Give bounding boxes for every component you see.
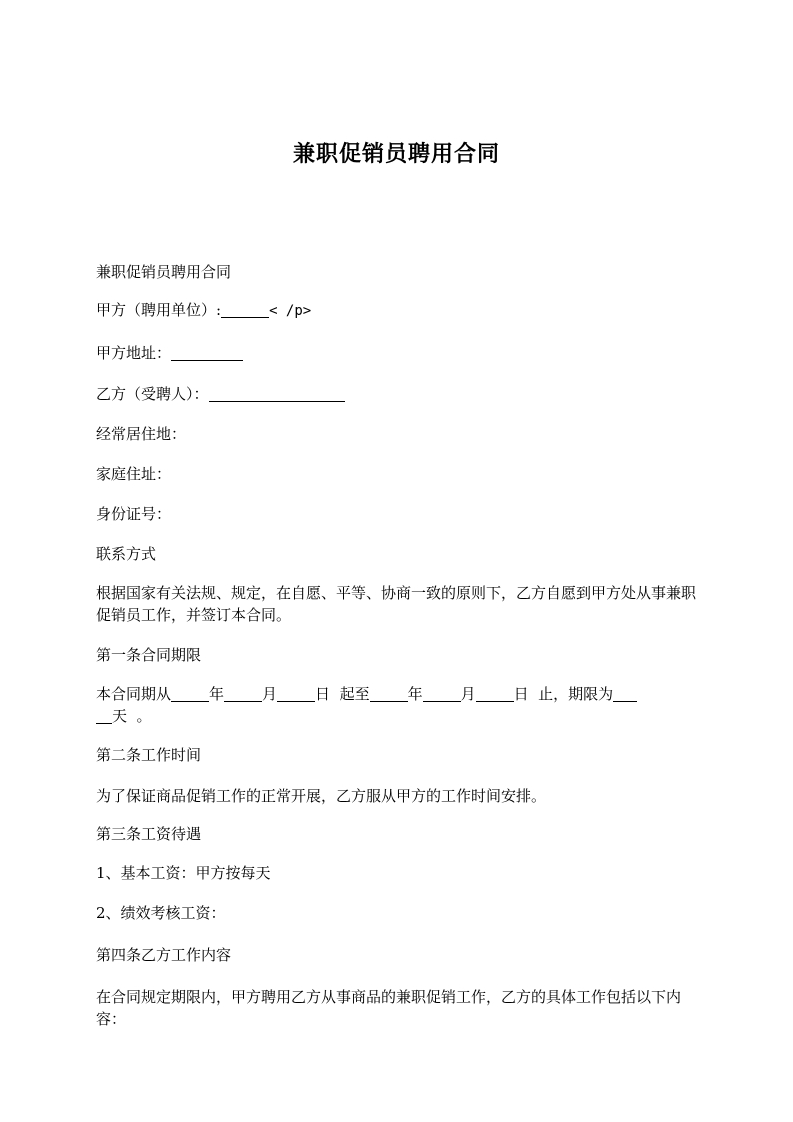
article-1-part: 月 (460, 685, 476, 703)
contact-line: 联系方式 (96, 545, 157, 563)
article-1-text-line2 (96, 705, 701, 727)
id-number-line: 身份证号： (96, 505, 172, 523)
article-1-part: 日 起至 (315, 685, 370, 703)
term-blank-part2 (96, 707, 112, 724)
article-1-part: 年 (407, 685, 423, 703)
intro-paragraph: 根据国家有关法规、规定，在自愿、平等、协商一致的原则下，乙方自愿到甲方处从事兼职促销员工作，并签订本合同。 (96, 584, 697, 624)
article-1-part: 日 止，期限为 (513, 685, 614, 703)
article-3-item-2: 2、绩效考核工资： (96, 904, 226, 922)
start-month-blank (224, 685, 262, 702)
end-day-blank (476, 685, 514, 702)
party-b-blank (209, 385, 345, 402)
document-subtitle: 兼职促销员聘用合同 (96, 263, 232, 281)
home-address-line: 家庭住址： (96, 465, 172, 483)
article-1-text-line1 (96, 683, 701, 705)
document-title: 兼职促销员聘用合同 (292, 142, 500, 167)
party-b-line (96, 383, 701, 405)
end-year-blank (370, 685, 408, 702)
article-4-text: 在合同规定期限内，甲方聘用乙方从事商品的兼职促销工作，乙方的具体工作包括以下内容： (96, 988, 682, 1028)
start-year-blank (171, 685, 209, 702)
party-a-line (96, 299, 701, 322)
residence-line: 经常居住地： (96, 425, 187, 443)
party-b-label: 乙方（受聘人）： (96, 385, 209, 403)
party-a-address-blank (171, 344, 243, 361)
article-1-part: 本合同期从 (96, 685, 172, 703)
article-3-item-1: 1、基本工资：甲方按每天 (96, 864, 271, 882)
term-blank-part1 (613, 685, 637, 702)
party-a-label: 甲方（聘用单位）: (96, 301, 222, 319)
start-day-blank (277, 685, 315, 702)
party-a-tail: < /p> (269, 303, 312, 319)
article-1-part: 天 。 (112, 707, 152, 725)
article-2-text: 为了保证商品促销工作的正常开展，乙方服从甲方的工作时间安排。 (96, 787, 547, 805)
party-a-address-line (96, 342, 701, 364)
article-4-title: 第四条乙方工作内容 (96, 946, 232, 964)
article-1-part: 月 (262, 685, 278, 703)
party-a-address-label: 甲方地址： (96, 344, 172, 362)
article-1-part: 年 (209, 685, 225, 703)
article-2-title: 第二条工作时间 (96, 746, 202, 764)
end-month-blank (423, 685, 461, 702)
article-3-title: 第三条工资待遇 (96, 825, 202, 843)
party-a-blank (221, 301, 269, 318)
article-1-title: 第一条合同期限 (96, 646, 202, 664)
